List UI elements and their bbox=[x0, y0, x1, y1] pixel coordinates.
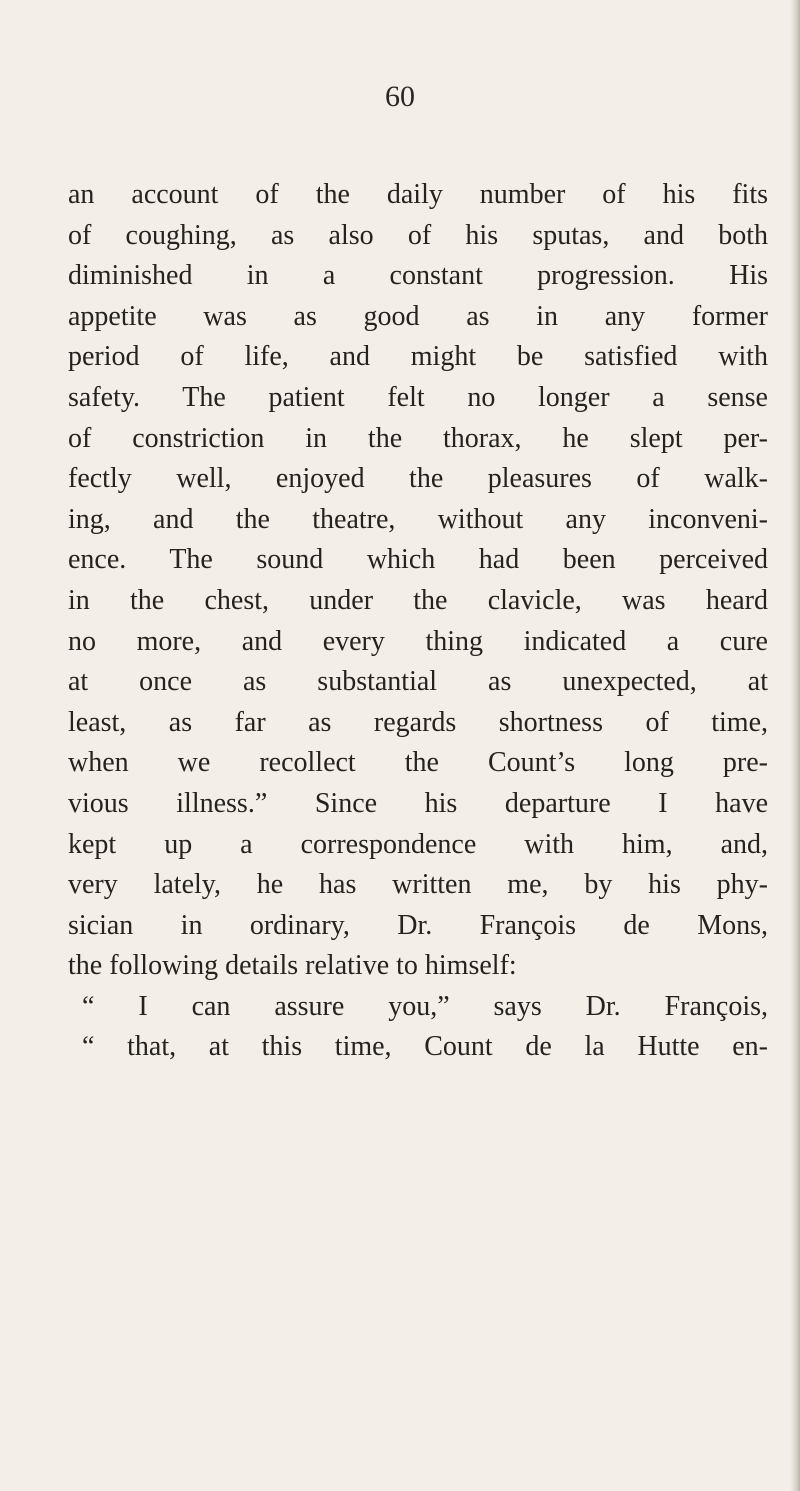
text-line: fectly well, enjoyed the pleasures of walk- bbox=[68, 463, 768, 495]
text-line: in the chest, under the clavicle, was heard bbox=[68, 584, 768, 616]
text-line: when we recollect the Count’s long pre- bbox=[68, 747, 768, 779]
text-line: vious illness.” Since his departure I have bbox=[68, 787, 768, 819]
text-line: “ that, at this time, Count de la Hutte en- bbox=[82, 1031, 768, 1063]
text-line: least, as far as regards shortness of time, bbox=[68, 706, 768, 738]
text-line: period of life, and might be satisfied with bbox=[68, 341, 768, 373]
page-number: 60 bbox=[385, 80, 415, 113]
text-line: sician in ordinary, Dr. François de Mons, bbox=[68, 909, 768, 941]
text-line: “ I can assure you,” says Dr. François, bbox=[82, 990, 768, 1022]
text-line: of coughing, as also of his sputas, and both bbox=[68, 219, 768, 251]
text-line: kept up a correspondence with him, and, bbox=[68, 828, 768, 860]
text-line: diminished in a constant progression. His bbox=[68, 260, 768, 292]
text-line: very lately, he has written me, by his phy- bbox=[68, 869, 768, 901]
body-text bbox=[68, 175, 768, 1068]
text-line: an account of the daily number of his fits bbox=[68, 179, 768, 210]
text-line: appetite was as good as in any former bbox=[68, 300, 768, 332]
text-line: ing, and the theatre, without any inconveni- bbox=[68, 503, 768, 535]
text-line: ence. The sound which had been perceived bbox=[68, 544, 768, 576]
page-edge-shadow bbox=[790, 0, 800, 1491]
text-line: safety. The patient felt no longer a sense bbox=[68, 381, 768, 413]
text-line: the following details relative to himself: bbox=[68, 950, 517, 982]
text-line: no more, and every thing indicated a cure bbox=[68, 625, 768, 657]
text-line: of constriction in the thorax, he slept per- bbox=[68, 422, 768, 454]
text-line: at once as substantial as unexpected, at bbox=[68, 666, 768, 698]
